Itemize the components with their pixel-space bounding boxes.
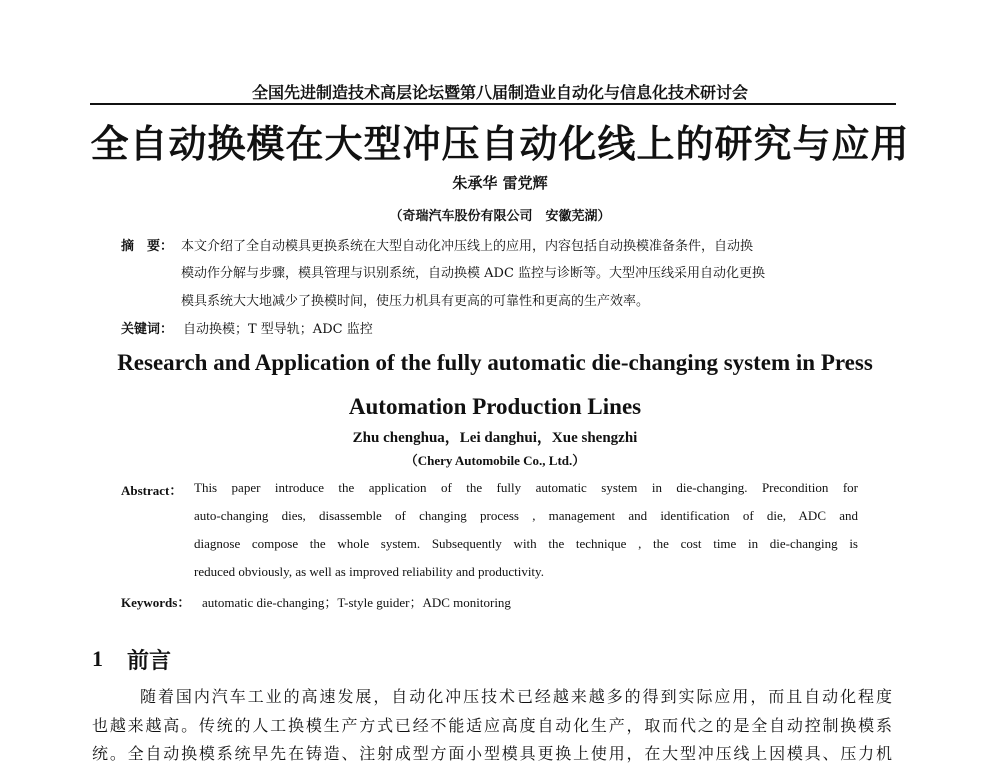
body-line: 随着国内汽车工业的高速发展，自动化冲压技术已经越来越多的得到实际应用，而且自动化程度 — [140, 687, 892, 706]
body-line: 统。全自动换模系统早先在铸造、注射成型方面小型模具更换上使用，在大型冲压线上因模具、压力机 — [92, 744, 892, 763]
affiliation-cn: （奇瑞汽车股份有限公司 安徽芜湖） — [389, 209, 611, 224]
abstract-en-line: diagnose compose the whole system. Subsequently with the technique , the cost time in die-changing is — [194, 536, 858, 551]
abstract-en-line: auto-changing dies, disassemble of changing process , management and identification of die, ADC and — [194, 508, 858, 523]
paper-title-en-line1: Research and Application of the fully automatic die-changing system in Press — [117, 350, 873, 375]
authors-cn: 朱承华 雷党辉 — [452, 174, 548, 192]
body-line: 也越来越高。传统的人工换模生产方式已经不能适应高度自动化生产，取而代之的是全自动控制换模系 — [92, 716, 892, 735]
abstract-label-cn: 摘 要： — [121, 239, 174, 254]
header-rule — [90, 103, 896, 105]
keywords-label-en: Keywords： — [121, 595, 191, 610]
keywords-en: automatic die-changing；T-style guider；ADC monitoring — [202, 595, 511, 610]
abstract-cn-line: 模具系统大大地减少了换模时间，使压力机具有更高的可靠性和更高的生产效率。 — [181, 294, 650, 309]
abstract-cn-line: 模动作分解与步骤，模具管理与识别系统，自动换模 ADC 监控与诊断等。大型冲压线采用自动化更换 — [181, 266, 766, 281]
conference-header: 全国先进制造技术高层论坛暨第八届制造业自动化与信息化技术研讨会 — [251, 83, 748, 102]
abstract-label-en: Abstract： — [121, 483, 183, 498]
abstract-en-line: reduced obviously, as well as improved reliability and productivity. — [194, 564, 544, 579]
abstract-cn-line: 本文介绍了全自动模具更换系统在大型自动化冲压线上的应用，内容包括自动换模准备条件，自动换 — [181, 239, 754, 254]
paper-title-cn: 全自动换模在大型冲压自动化线上的研究与应用 — [90, 122, 910, 166]
section-title: 前言 — [127, 648, 172, 674]
affiliation-en: （Chery Automobile Co., Ltd.） — [404, 453, 586, 468]
keywords-cn: 自动换模；T 型导轨；ADC 监控 — [183, 322, 373, 337]
paper-title-en-line2: Automation Production Lines — [348, 394, 642, 419]
section-number: 1 — [92, 646, 103, 671]
authors-en: Zhu chenghua，Lei danghui，Xue shengzhi — [352, 430, 638, 446]
keywords-label-cn: 关键词： — [121, 322, 174, 337]
abstract-en-line: This paper introduce the application of the fully automatic system in die-changing. Precondition for — [194, 480, 858, 495]
